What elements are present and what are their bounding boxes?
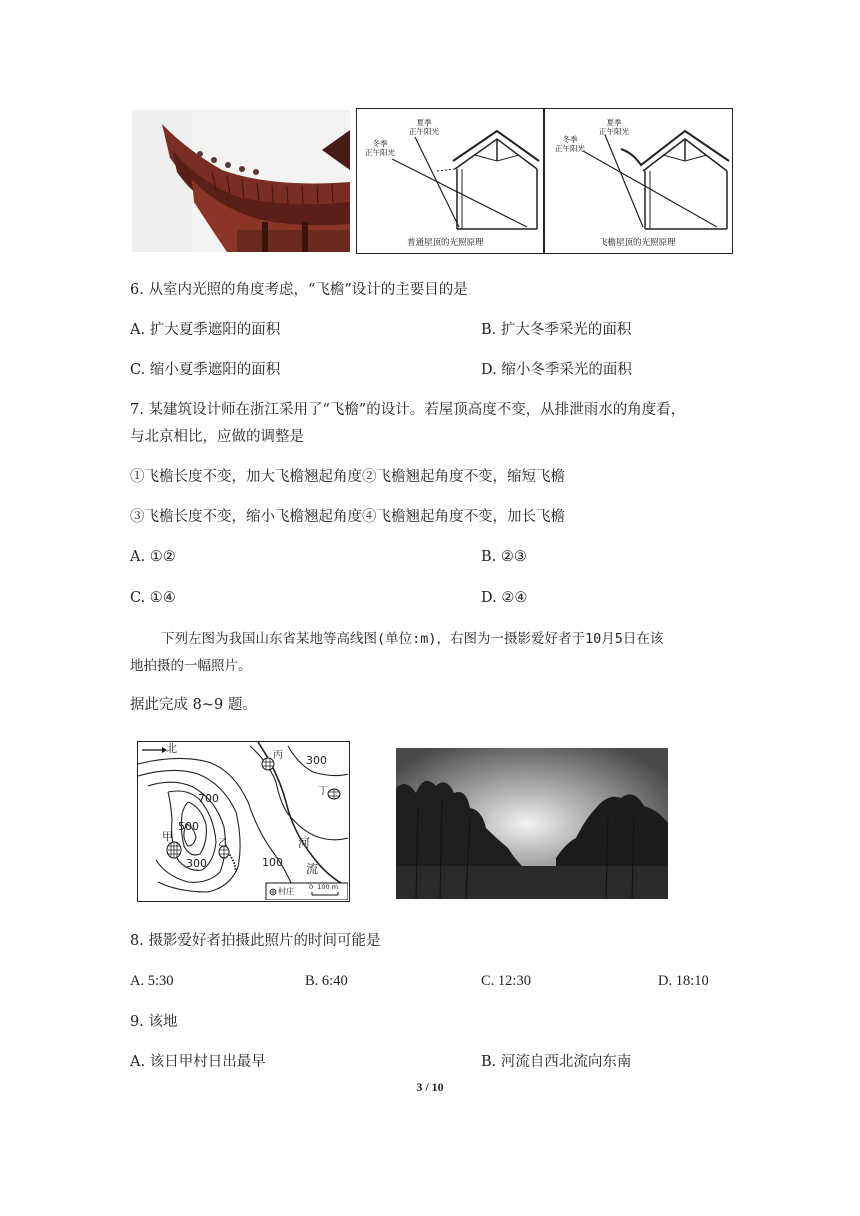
sunrise-photo	[396, 748, 668, 899]
village-ding: 丁	[318, 786, 328, 797]
village-jia: 甲	[162, 830, 173, 843]
question-7-stem-line2: 与北京相比，应做的调整是	[130, 429, 304, 445]
legend-village: 村庄	[278, 887, 294, 896]
winter-label-2: 正午阳光	[365, 148, 395, 157]
question-9-stem: 9. 该地	[130, 1014, 178, 1030]
river-label-1: 河	[298, 836, 311, 850]
q7-option-a: A. ①②	[130, 549, 176, 565]
winter-label-2: 正午阳光	[555, 144, 585, 153]
q8-option-d: D. 18:10	[658, 973, 709, 989]
flying-eave-diagram	[544, 108, 733, 254]
intro-line3: 据此完成 8~9 题。	[130, 697, 257, 713]
q9-option-b: B. 河流自西北流向东南	[481, 1054, 632, 1070]
contour-300-top: 300	[306, 754, 327, 767]
question-8-stem: 8. 摄影爱好者拍摄此照片的时间可能是	[130, 933, 381, 949]
contour-500: 500	[178, 820, 199, 833]
river-label-2: 流	[306, 862, 319, 876]
q7-option-b: B. ②③	[481, 549, 527, 565]
north-label: 北	[166, 742, 177, 755]
q6-option-b: B. 扩大冬季采光的面积	[481, 322, 632, 338]
contour-map	[137, 741, 350, 902]
summer-label-1: 夏季	[416, 118, 432, 127]
flying-eave-caption: 飞檐屋顶的光照原理	[599, 238, 676, 248]
ordinary-roof-caption: 普通屋顶的光照原理	[407, 238, 484, 248]
intro-line2: 地拍摄的一幅照片。	[130, 658, 252, 674]
winter-label-1: 冬季	[562, 135, 578, 144]
village-yi: 乙	[218, 838, 228, 849]
q8-option-c: C. 12:30	[481, 973, 531, 989]
contour-300-bottom: 300	[186, 857, 207, 870]
question-6-stem: 6. 从室内光照的角度考虑，“飞檐”设计的主要目的是	[130, 282, 468, 298]
intro-line1: 下列左图为我国山东省某地等高线图(单位:m)，右图为一摄影爱好者于10月5日在该	[161, 631, 664, 647]
q6-option-a: A. 扩大夏季遮阳的面积	[130, 322, 281, 338]
page-number: 3 / 10	[416, 1080, 444, 1094]
contour-100: 100	[262, 856, 283, 869]
scale-bar: 0 100 m	[309, 883, 339, 891]
summer-label-2: 正午阳光	[599, 127, 629, 136]
summer-label-1: 夏季	[606, 118, 622, 127]
question-7-items-line1: ①飞檐长度不变，加大飞檐翘起角度②飞檐翘起角度不变，缩短飞檐	[130, 469, 565, 485]
roof-photo	[132, 110, 350, 252]
village-bing: 丙	[273, 750, 283, 761]
summer-label-2: 正午阳光	[409, 127, 439, 136]
winter-label-1: 冬季	[372, 139, 388, 148]
q6-option-c: C. 缩小夏季遮阳的面积	[130, 362, 281, 378]
question-7-items-line2: ③飞檐长度不变，缩小飞檐翘起角度④飞檐翘起角度不变，加长飞檐	[130, 509, 565, 525]
question-7-stem-line1: 7. 某建筑设计师在浙江采用了“飞檐”的设计。若屋顶高度不变，从排泄雨水的角度看，	[130, 402, 686, 418]
q7-option-c: C. ①④	[130, 590, 176, 606]
q8-option-b: B. 6:40	[305, 973, 348, 989]
q7-option-d: D. ②④	[481, 590, 528, 606]
contour-700: 700	[198, 792, 219, 805]
q6-option-d: D. 缩小冬季采光的面积	[481, 362, 632, 378]
ordinary-roof-diagram	[356, 108, 544, 254]
q9-option-a: A. 该日甲村日出最早	[130, 1054, 266, 1070]
q8-option-a: A. 5:30	[130, 973, 174, 989]
